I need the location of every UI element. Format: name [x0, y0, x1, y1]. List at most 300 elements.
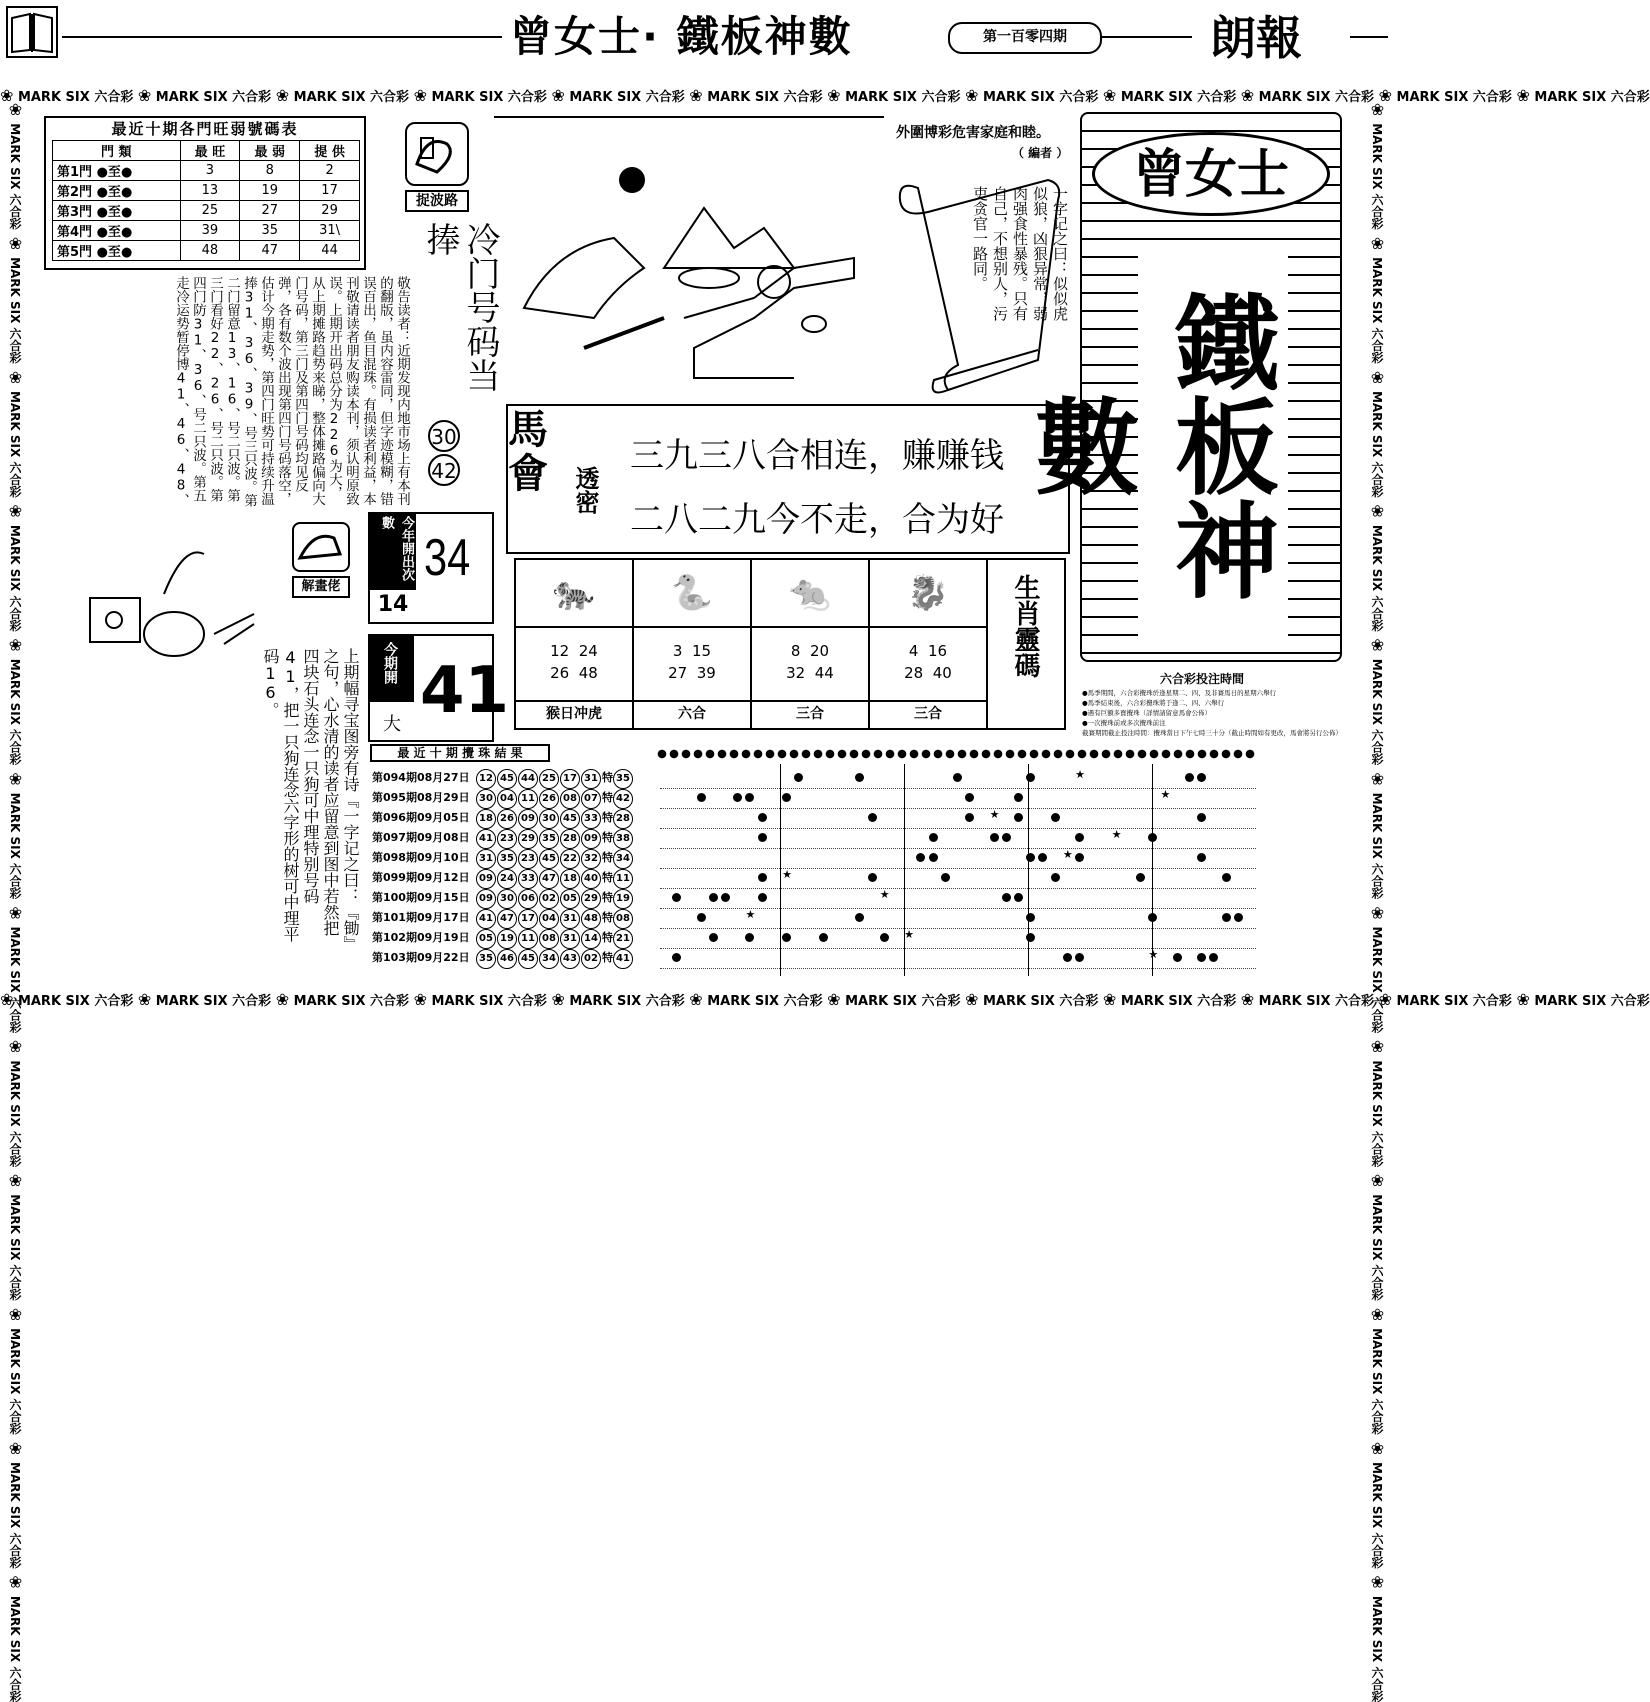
- col-header: 門 類: [53, 141, 181, 161]
- trend-mark: [745, 793, 754, 802]
- results-title: 最 近 十 期 攪 珠 結 果: [370, 744, 550, 762]
- strip-en: MARK SIX: [1370, 1060, 1384, 1127]
- flower-icon: ❀: [0, 990, 14, 1009]
- zodiac-foot: 六合: [634, 700, 750, 728]
- side-title-subtitle: 鐵板神數: [1138, 240, 1288, 650]
- flower-icon: ❀: [1368, 1304, 1387, 1324]
- poem-label-big: 馬會: [508, 407, 548, 497]
- strip-en: MARK SIX: [293, 994, 366, 1009]
- result-ball: 44: [518, 769, 538, 789]
- special-label: 特: [602, 911, 613, 924]
- result-ball: 18: [560, 869, 580, 889]
- col-header: 最 旺: [180, 141, 240, 161]
- bottom-strip: [0, 988, 1650, 1012]
- result-ball: 11: [518, 789, 538, 809]
- strip-cn: 六合彩: [1197, 90, 1237, 105]
- quote-headline: 外圍博彩危害家庭和睦。: [896, 125, 1050, 141]
- special-label: 特: [602, 791, 613, 804]
- trend-special-mark: ★: [1075, 768, 1085, 781]
- catch-wave-icon: [405, 122, 469, 186]
- result-ball: 25: [539, 769, 559, 789]
- result-ball: 08: [560, 789, 580, 809]
- flower-icon: ❀: [6, 1572, 25, 1592]
- flower-icon: ❀: [965, 990, 979, 1009]
- result-ball: 17: [560, 769, 580, 789]
- hot-cold-title: 最近十期各門旺弱號碼表: [111, 120, 299, 138]
- zodiac-nums-2: 26 48: [550, 664, 598, 682]
- result-ball: 45: [497, 769, 517, 789]
- tip-value: 29: [300, 201, 360, 221]
- special-ball: 35: [613, 769, 633, 789]
- strip-cn: 六合彩: [8, 1130, 22, 1167]
- result-ball: 05: [560, 889, 580, 909]
- header-rule-left: [62, 36, 502, 38]
- row-label: 第3門 ●至●: [53, 201, 181, 221]
- zodiac-cell: [870, 560, 988, 728]
- strip-en: MARK SIX: [1370, 1461, 1384, 1529]
- flower-icon: ❀: [1368, 367, 1387, 387]
- strip-cn: 六合彩: [1370, 193, 1384, 230]
- trend-mark: [929, 833, 938, 842]
- trend-row: [660, 768, 1256, 789]
- result-row: [372, 928, 634, 948]
- result-row: [372, 828, 634, 848]
- special-label: 特: [602, 931, 613, 944]
- result-ball: 33: [581, 809, 601, 829]
- strip-en: MARK SIX: [155, 90, 228, 105]
- special-ball: 34: [613, 849, 633, 869]
- strip-en: MARK SIX: [569, 90, 642, 105]
- flower-icon: ❀: [1378, 990, 1392, 1009]
- strip-cn: 六合彩: [921, 994, 961, 1009]
- strip-en: MARK SIX: [707, 994, 780, 1009]
- strip-en: MARK SIX: [155, 994, 228, 1009]
- trend-mark: [709, 893, 718, 902]
- flower-icon: ❀: [827, 86, 841, 105]
- strip-cn: 六合彩: [1370, 1130, 1384, 1167]
- strip-cn: 六合彩: [8, 461, 22, 498]
- strip-cn: 六合彩: [645, 994, 685, 1009]
- dot-icon: ●: [96, 205, 108, 220]
- trend-mark: [855, 773, 864, 782]
- strip-cn: 六合彩: [1370, 461, 1384, 498]
- strip-en: MARK SIX: [8, 524, 22, 592]
- flower-icon: ❀: [6, 903, 25, 923]
- trend-mark: [1222, 873, 1231, 882]
- flower-icon: ❀: [6, 100, 25, 119]
- special-label: 特: [602, 771, 613, 784]
- zodiac-nums-2: 32 44: [786, 664, 834, 682]
- hot-value: 3: [180, 161, 240, 181]
- result-ball: 29: [518, 829, 538, 849]
- special-ball: 19: [613, 889, 633, 909]
- poem-line-2: 二八二九今不走，合为好: [630, 500, 1004, 540]
- result-ball: 04: [497, 789, 517, 809]
- flower-icon: ❀: [1516, 86, 1530, 105]
- strip-cn: 六合彩: [232, 90, 272, 105]
- result-row: [372, 848, 634, 868]
- result-ball: 30: [539, 809, 559, 829]
- trend-mark: [721, 893, 730, 902]
- result-ball: 09: [476, 889, 496, 909]
- flower-icon: ❀: [6, 1438, 25, 1458]
- strip-en: MARK SIX: [845, 90, 917, 105]
- strip-cn: 六合彩: [1197, 994, 1237, 1009]
- result-ball: 47: [539, 869, 559, 889]
- trend-mark: [990, 833, 999, 842]
- trend-mark: [1026, 933, 1035, 942]
- flower-icon: ❀: [551, 990, 565, 1009]
- result-ball: 28: [560, 829, 580, 849]
- trend-mark: [965, 793, 974, 802]
- trend-mark: [1002, 833, 1011, 842]
- result-issue: 第099期09月12日: [372, 871, 470, 884]
- catch-wave-text: 冷门号码当捧: [420, 222, 500, 392]
- trend-row: [660, 808, 1256, 829]
- strip-en: MARK SIX: [845, 994, 917, 1009]
- result-ball: 22: [560, 849, 580, 869]
- dot-icon: ●: [120, 225, 133, 240]
- strip-en: MARK SIX: [1120, 994, 1193, 1009]
- strip-en: MARK SIX: [431, 90, 504, 105]
- zodiac-nums-1: 3 15: [672, 642, 712, 660]
- result-ball: 45: [539, 849, 559, 869]
- result-ball: 45: [518, 949, 538, 969]
- result-ball: 09: [581, 829, 601, 849]
- strip-cn: 六合彩: [370, 90, 410, 105]
- trend-mark: [953, 773, 962, 782]
- strip-en: MARK SIX: [8, 1194, 22, 1261]
- strip-cn: 六合彩: [1370, 1666, 1384, 1702]
- zodiac-cell: [752, 560, 870, 728]
- special-ball: 21: [613, 929, 633, 949]
- dot-icon: ●: [96, 165, 108, 180]
- trend-row: [660, 888, 1256, 909]
- brand: 朗報: [1210, 11, 1302, 65]
- flower-icon: ❀: [827, 990, 841, 1009]
- hot-cold-row: [53, 241, 360, 261]
- this-year-count: 14: [377, 592, 409, 617]
- riddle-text: 上期幅寻宝图旁有诗『一字记之曰：『锄』之句，心水清的读者应留意到图中若然把四块石头连念一只狗可中理特别号码41，把一只狗连念六字形的树可中理平码16。: [261, 648, 360, 944]
- result-ball: 35: [497, 849, 517, 869]
- trend-mark: [880, 933, 889, 942]
- trend-special-mark: ★: [989, 808, 1000, 821]
- trend-special-mark: ★: [1148, 948, 1159, 961]
- strip-en: MARK SIX: [1396, 90, 1469, 105]
- trend-mark: [941, 873, 950, 882]
- special-ball: 11: [613, 869, 633, 889]
- dot-icon: ●: [120, 185, 133, 200]
- this-year-label: 今年開出次數: [379, 516, 414, 581]
- trend-mark: [758, 893, 767, 902]
- result-ball: 29: [581, 889, 601, 909]
- strip-en: MARK SIX: [8, 257, 22, 324]
- special-label: 特: [602, 851, 613, 864]
- result-ball: 24: [497, 869, 517, 889]
- flower-icon: ❀: [1240, 990, 1255, 1009]
- result-ball: 46: [497, 949, 517, 969]
- trend-special-mark: ★: [879, 888, 890, 901]
- trend-row: [660, 928, 1256, 949]
- riddle-label: 解畫佬: [292, 576, 350, 598]
- strip-en: MARK SIX: [707, 90, 780, 105]
- strip-en: MARK SIX: [1396, 994, 1469, 1009]
- result-ball: 31: [581, 769, 601, 789]
- tip-value: 44: [300, 241, 360, 261]
- hot-cold-row: [53, 201, 360, 221]
- strip-en: MARK SIX: [1370, 123, 1384, 190]
- mice-illustration: [54, 534, 284, 684]
- strip-en: MARK SIX: [569, 994, 642, 1009]
- header-rule-end: [1350, 36, 1388, 38]
- trend-special-mark: ★: [745, 908, 756, 921]
- result-issue: 第103期09月22日: [372, 951, 470, 964]
- strip-cn: 六合彩: [8, 1532, 22, 1569]
- result-ball: 07: [581, 789, 601, 809]
- flower-icon: ❀: [0, 86, 14, 105]
- strip-cn: 六合彩: [507, 90, 547, 105]
- result-ball: 35: [476, 949, 496, 969]
- dot-icon: ●: [120, 165, 133, 180]
- flower-icon: ❀: [6, 367, 25, 387]
- strip-en: MARK SIX: [1370, 1595, 1384, 1663]
- flower-icon: ❀: [1516, 990, 1530, 1009]
- col-header: 最 弱: [240, 141, 300, 161]
- trend-mark: [1014, 793, 1023, 802]
- scroll-text: 一字记之曰：似似虎似狼，凶狠异常，弱肉强食性暴残。只有自己，不想别人，污吏贪官一路同。: [971, 186, 1069, 321]
- header-rule-right: [1102, 36, 1192, 38]
- this-issue-label: 今期開: [382, 642, 398, 684]
- result-ball: 31: [476, 849, 496, 869]
- result-issue: 第095期08月29日: [372, 791, 470, 804]
- zodiac-side-label: 生肖靈碼: [1010, 574, 1040, 678]
- catch-wave-ball-2: 42: [428, 454, 460, 486]
- strip-cn: 六合彩: [8, 193, 22, 230]
- result-ball: 06: [518, 889, 538, 909]
- strip-cn: 六合彩: [783, 90, 823, 105]
- flower-icon: ❀: [1368, 1171, 1387, 1190]
- result-ball: 41: [476, 829, 496, 849]
- col-header: 提 供: [300, 141, 360, 161]
- special-ball: 41: [613, 949, 633, 969]
- cold-value: 35: [240, 221, 300, 241]
- result-row: [372, 868, 634, 888]
- hot-cold-row: [53, 181, 360, 201]
- flower-icon: ❀: [6, 1304, 25, 1324]
- flower-icon: ❀: [6, 233, 25, 253]
- dot-icon: ●: [96, 185, 108, 200]
- trend-mark: [1051, 873, 1060, 882]
- tip-value: 31\: [300, 221, 360, 241]
- strip-cn: 六合彩: [8, 1264, 22, 1301]
- strip-cn: 六合彩: [1610, 90, 1650, 105]
- strip-en: MARK SIX: [1120, 90, 1193, 105]
- special-ball: 08: [613, 909, 633, 929]
- hot-cold-panel: [44, 116, 366, 270]
- result-ball: 30: [497, 889, 517, 909]
- result-issue: 第094期08月27日: [372, 771, 470, 784]
- strip-cn: 六合彩: [8, 729, 22, 766]
- hot-cold-table: [52, 140, 360, 261]
- strip-en: MARK SIX: [8, 1328, 22, 1395]
- row-label: 第2門 ●至●: [53, 181, 181, 201]
- side-title-name: 曾女士: [1092, 132, 1330, 216]
- result-ball: 05: [476, 929, 496, 949]
- result-ball: 23: [497, 829, 517, 849]
- strip-cn: 六合彩: [921, 90, 961, 105]
- row-label: 第5門 ●至●: [53, 241, 181, 261]
- trend-mark: [868, 873, 877, 882]
- strip-en: MARK SIX: [982, 994, 1055, 1009]
- result-ball: 40: [581, 869, 601, 889]
- strip-cn: 六合彩: [8, 996, 22, 1033]
- result-ball: 30: [476, 789, 496, 809]
- result-ball: 02: [581, 949, 601, 969]
- strip-en: MARK SIX: [1370, 1194, 1384, 1261]
- flower-icon: ❀: [6, 769, 25, 789]
- schedule-line: ●遇有巨額多寶攪珠（詳情請留意馬會公佈）: [1082, 709, 1212, 717]
- dragon-icon: 🐉: [870, 560, 986, 628]
- trend-mark: [709, 933, 718, 942]
- flower-icon: ❀: [275, 86, 290, 105]
- schedule-line: ●馬季期間，六合彩攪珠於逢星期二、四、及非賽馬日的星期六舉行: [1082, 689, 1277, 697]
- cold-value: 8: [240, 161, 300, 181]
- result-ball: 26: [497, 809, 517, 829]
- result-ball: 35: [539, 829, 559, 849]
- trend-mark: [782, 933, 791, 942]
- trend-row: [660, 828, 1256, 849]
- dot-icon: ●: [120, 205, 133, 220]
- strip-en: MARK SIX: [293, 90, 366, 105]
- trend-mark: [819, 933, 828, 942]
- flower-icon: ❀: [965, 86, 979, 105]
- trend-mark: [733, 793, 742, 802]
- result-row: [372, 808, 634, 828]
- strip-en: MARK SIX: [8, 1461, 22, 1529]
- cold-value: 19: [240, 181, 300, 201]
- trend-mark: [1197, 953, 1206, 962]
- flower-icon: ❀: [1102, 86, 1117, 105]
- trend-mark: [1234, 913, 1243, 922]
- this-year-number: 34: [424, 529, 471, 587]
- hot-value: 48: [180, 241, 240, 261]
- book-logo: [6, 6, 58, 58]
- result-ball: 18: [476, 809, 496, 829]
- trend-mark: [758, 833, 767, 842]
- trend-row: [660, 848, 1256, 869]
- trend-row: [660, 868, 1256, 889]
- strip-cn: 六合彩: [8, 1666, 22, 1702]
- strip-cn: 六合彩: [8, 1398, 22, 1435]
- flower-icon: ❀: [137, 990, 152, 1009]
- row-label: 第1門 ●至●: [53, 161, 181, 181]
- flower-icon: ❀: [6, 1037, 25, 1057]
- result-ball: 02: [539, 889, 559, 909]
- strip-cn: 六合彩: [1370, 327, 1384, 364]
- trend-mark: [1026, 913, 1035, 922]
- trend-special-mark: ★: [1160, 788, 1171, 801]
- strip-cn: 六合彩: [1370, 996, 1384, 1033]
- flower-icon: ❀: [6, 635, 25, 655]
- trend-mark: [1197, 853, 1206, 862]
- flower-icon: ❀: [1102, 990, 1117, 1009]
- result-ball: 04: [539, 909, 559, 929]
- flower-icon: ❀: [275, 990, 290, 1009]
- result-ball: 23: [518, 849, 538, 869]
- result-issue: 第102期09月19日: [372, 931, 470, 944]
- trend-mark: [745, 933, 754, 942]
- schedule-title: 六合彩投注時間: [1160, 672, 1245, 686]
- strip-en: MARK SIX: [8, 926, 22, 993]
- strip-en: MARK SIX: [8, 792, 22, 859]
- trend-mark: [1014, 813, 1023, 822]
- trend-row: [660, 948, 1256, 969]
- strip-en: MARK SIX: [1370, 792, 1384, 859]
- flower-icon: ❀: [1368, 1572, 1387, 1592]
- special-ball: 38: [613, 829, 633, 849]
- trend-mark: [1197, 813, 1206, 822]
- result-ball: 34: [539, 949, 559, 969]
- trend-mark: [1197, 773, 1206, 782]
- notice-text: 敬告读者：近期发现内地市场上有本刊的翻版，虽内容雷同，但字迹模糊，错误百出，鱼目混珠。有损读者利益，本刊敬请读者朋友购读本刊，须认明原致误。上期开出码总分为226为大，从上期摊路趋势来睇，整体摊路偏向大门号码，第三门及第四门号码均见反弹，各有数个波出现第四门号码落空，估计今期走势，第四门旺势可持续升温捧31、36、39、号三只波。第二门留意13、16、号二只波。第三门看好22、26、号二只波。第四门防31、36、号二只波。第五走冷运势暂停博41、46、48、: [173, 276, 410, 507]
- flower-icon: ❀: [1368, 100, 1387, 119]
- strip-cn: 六合彩: [1370, 1532, 1384, 1569]
- strip-cn: 六合彩: [783, 994, 823, 1009]
- strip-en: MARK SIX: [8, 1595, 22, 1663]
- catch-wave-label: 捉波路: [405, 190, 469, 212]
- results-top-dots: [656, 748, 1256, 760]
- zodiac-nums-1: 8 20: [790, 642, 830, 660]
- hot-value: 13: [180, 181, 240, 201]
- strip-cn: 六合彩: [1370, 863, 1384, 900]
- schedule-line: 截賽期間截止投注時間：攪珠當日下午七時三十分（截止時間如有更改，馬會將另行公佈）: [1082, 729, 1342, 737]
- flower-icon: ❀: [137, 86, 152, 105]
- zodiac-nums-1: 12 24: [550, 642, 598, 660]
- strip-en: MARK SIX: [8, 1060, 22, 1127]
- issue-badge: 第一百零四期: [948, 22, 1102, 54]
- trend-mark: [1051, 813, 1060, 822]
- result-ball: 09: [518, 809, 538, 829]
- quote-editor: （ 編者 ）: [1012, 146, 1069, 160]
- strip-en: MARK SIX: [8, 658, 22, 725]
- strip-en: MARK SIX: [1534, 90, 1607, 105]
- zodiac-foot: 三合: [752, 700, 868, 728]
- flower-icon: ❀: [6, 1171, 25, 1190]
- result-ball: 08: [539, 929, 559, 949]
- zodiac-nums-2: 28 40: [904, 664, 952, 682]
- left-strip: [2, 100, 28, 1702]
- rat-icon: 🐀: [752, 560, 868, 628]
- result-issue: 第096期09月05日: [372, 811, 470, 824]
- result-issue: 第097期09月08日: [372, 831, 470, 844]
- strip-en: MARK SIX: [17, 994, 90, 1009]
- hot-value: 39: [180, 221, 240, 241]
- trend-mark: [1026, 853, 1035, 862]
- special-label: 特: [602, 951, 613, 964]
- zodiac-cell: [516, 560, 634, 728]
- row-label: 第4門 ●至●: [53, 221, 181, 241]
- trend-mark: [1075, 853, 1084, 862]
- header-title: 曾女士· 鐵板神數: [510, 12, 853, 61]
- flower-icon: ❀: [1368, 635, 1387, 655]
- strip-en: MARK SIX: [1370, 257, 1384, 324]
- result-ball: 31: [560, 909, 580, 929]
- trend-mark: [782, 793, 791, 802]
- zodiac-cells: [516, 560, 988, 728]
- result-ball: 12: [476, 769, 496, 789]
- strip-cn: 六合彩: [1335, 90, 1375, 105]
- flower-icon: ❀: [413, 86, 427, 105]
